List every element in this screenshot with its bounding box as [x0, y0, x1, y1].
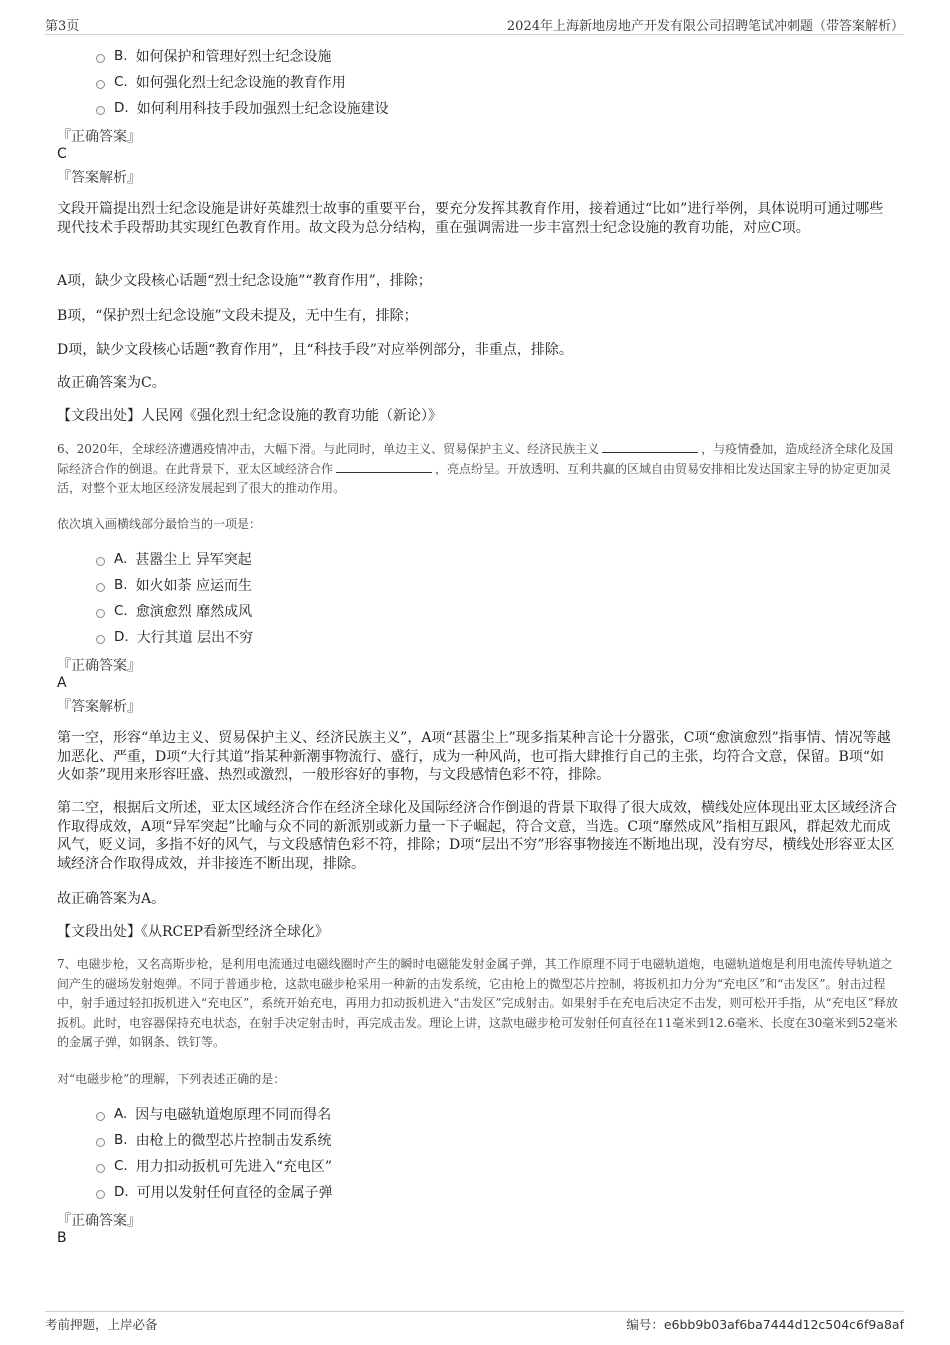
option-text: 大行其道 层出不穷 — [136, 630, 254, 646]
q5-analysis-paragraph: 文段开篇提出烈士纪念设施是讲好英雄烈士故事的重要平台，要充分发挥其教育作用，接着通过“比如”进行举例，具体说明可通过哪些现代技术手段帮助其实现红色教育作用。故文段为总分结构，重在强调需进一步丰富烈士纪念设施的教育功能，对应C项。 — [57, 201, 884, 236]
option-text: 因与电磁轨道炮原理不同而得名 — [135, 1107, 332, 1123]
fill-blank-1 — [602, 441, 698, 453]
radio-icon[interactable] — [96, 1112, 105, 1121]
option-letter: B. — [114, 48, 128, 64]
q5-option-d[interactable] — [96, 98, 389, 118]
option-letter: B. — [114, 577, 128, 593]
option-letter: A. — [114, 1106, 128, 1122]
q5-analysis-label: 『答案解析』 — [57, 170, 141, 186]
q5-analysis-paragraph: A项，缺少文段核心话题“烈士纪念设施”“教育作用”，排除； — [57, 273, 432, 289]
document-code — [626, 1315, 904, 1333]
q6-stem — [57, 440, 902, 499]
document-title: 2024年上海新地房地产开发有限公司招聘笔试冲刺题（带答案解析） — [506, 19, 904, 34]
page-number: 第3页 — [45, 19, 80, 34]
q6-analysis-label: 『答案解析』 — [57, 699, 141, 715]
radio-icon[interactable] — [96, 106, 105, 115]
q5-analysis-paragraph: D项，缺少文段核心话题“教育作用”，且“科技手段”对应举例部分，非重点，排除。 — [57, 342, 573, 358]
q6-option-a[interactable] — [96, 549, 252, 569]
q5-analysis-paragraph: B项，“保护烈士纪念设施”文段未提及，无中生有，排除； — [57, 308, 418, 324]
q6-prompt: 依次填入画横线部分最恰当的一项是： — [57, 517, 262, 531]
radio-icon[interactable] — [96, 80, 105, 89]
header-divider — [45, 34, 904, 35]
q6-option-c[interactable] — [96, 601, 252, 621]
radio-icon[interactable] — [96, 557, 105, 566]
q6-option-b[interactable] — [96, 575, 252, 595]
radio-icon[interactable] — [96, 583, 105, 592]
q7-prompt: 对“电磁步枪”的理解，下列表述正确的是： — [57, 1072, 286, 1086]
option-letter: D. — [114, 100, 129, 116]
q6-stem-part: 6、2020年，全球经济遭遇疫情冲击，大幅下滑。与此同时，单边主义、贸易保护主义、经济民族主义 — [57, 442, 600, 456]
q7-option-d[interactable] — [96, 1182, 333, 1202]
option-letter: C. — [114, 603, 128, 619]
radio-icon[interactable] — [96, 1138, 105, 1147]
option-text: 如火如荼 应运而生 — [135, 578, 253, 594]
option-letter: D. — [114, 1184, 129, 1200]
option-text: 如何利用科技手段加强烈士纪念设施建设 — [136, 101, 389, 117]
q5-option-c[interactable] — [96, 72, 346, 92]
q6-conclusion: 故正确答案为A。 — [57, 891, 166, 907]
q6-source: 【文段出处】《从RCEP看新型经济全球化》 — [57, 924, 329, 940]
q6-answer-label: 『正确答案』 — [57, 658, 141, 674]
option-letter: C. — [114, 1158, 128, 1174]
code-value: e6bb9b03af6ba7444d12c504c6f9a8af — [663, 1317, 904, 1332]
q6-stem-part: ，与疫情叠加，造成经济全球化及国际经济合作的倒退。在此背景下，亚太区域经济合作 — [57, 442, 894, 476]
q7-answer-label: 『正确答案』 — [57, 1213, 141, 1229]
q5-conclusion: 故正确答案为C。 — [57, 375, 166, 391]
option-text: 可用以发射任何直径的金属子弹 — [136, 1185, 333, 1201]
option-text: 用力扣动扳机可先进入“充电区” — [135, 1159, 333, 1175]
option-text: 甚嚣尘上 异军突起 — [135, 552, 252, 568]
radio-icon[interactable] — [96, 635, 105, 644]
footer-divider — [45, 1311, 904, 1312]
option-letter: C. — [114, 74, 128, 90]
q5-source: 【文段出处】人民网《强化烈士纪念设施的教育功能（新论）》 — [57, 408, 442, 424]
option-text: 由枪上的微型芯片控制击发系统 — [135, 1133, 332, 1149]
q6-analysis-paragraph: 第二空，根据后文所述，亚太区域经济合作在经济全球化及国际经济合作倒退的背景下取得了很大成效，横线处应体现出亚太区域经济合作取得成效，A项“异军突起”比喻与众不同的新派别或新力量一下子崛起，符合文意，当选。C项“靡然成风”指相互跟风，群起效尤而成风气，贬义词，多指不好的风气，与文段感情色彩不符，排除；D项“层出不穷”形容事物接连不断地出现，没有穷尽，横线处形容亚太区域经济合作取得成效，并非接连不断出现，排除。 — [57, 800, 897, 872]
option-text: 如何强化烈士纪念设施的教育作用 — [135, 75, 346, 91]
q5-answer: C — [57, 146, 67, 162]
option-letter: B. — [114, 1132, 128, 1148]
radio-icon[interactable] — [96, 1190, 105, 1199]
q6-option-d[interactable] — [96, 627, 253, 647]
q7-option-b[interactable] — [96, 1130, 332, 1150]
q5-answer-label: 『正确答案』 — [57, 129, 141, 145]
q5-option-b[interactable] — [96, 46, 332, 66]
q7-stem: 7、电磁步枪，又名高斯步枪，是利用电流通过电磁线圈时产生的瞬时电磁能发射金属子弹，其工作原理不同于电磁轨道炮，电磁轨道炮是利用电流传导轨道之间产生的磁场发射炮弹。不同于普通步枪，这款电磁步枪采用一种新的击发系统，它由枪上的微型芯片控制，将扳机扣力分为“充电区”和“击发区”。射击过程中，射手通过轻扣扳机进入“充电区”，系统开始充电，再用力扣动扳机进入“击发区”完成射击。如果射手在充电后决定不击发，则可松开手指，从“充电区”释放扳机。此时，电容器保持充电状态，在射手决定射击时，再完成击发。理论上讲，这款电磁步枪可发射任何直径在11毫米到12.6毫米、长度在30毫米到52毫米的金属子弹，如钢条、铁钉等。 — [57, 957, 898, 1049]
q7-answer: B — [57, 1230, 67, 1246]
radio-icon[interactable] — [96, 609, 105, 618]
footer-slogan: 考前押题，上岸必备 — [45, 1317, 158, 1332]
radio-icon[interactable] — [96, 54, 105, 63]
q6-stem-part: ，亮点纷呈。开放透明、互利共赢的区域自由贸易安排相比发达国家主导的协定更加灵活，对整个亚太地区经济发展起到了很大的推动作用。 — [57, 461, 892, 495]
option-text: 愈演愈烈 靡然成风 — [135, 604, 253, 620]
q7-option-c[interactable] — [96, 1156, 332, 1176]
option-letter: D. — [114, 629, 129, 645]
radio-icon[interactable] — [96, 1164, 105, 1173]
code-label: 编号： — [626, 1317, 664, 1332]
option-letter: A. — [114, 551, 128, 567]
q6-analysis-paragraph: 第一空，形容“单边主义、贸易保护主义、经济民族主义”，A项“甚嚣尘上”现多指某种言论十分嚣张，C项“愈演愈烈”指事情、情况等越加恶化、严重，D项“大行其道”指某种新潮事物流行、盛行，成为一种风尚，也可指大肆推行自己的主张，均符合文意，保留。B项“如火如荼”现用来形容旺盛、热烈或激烈，一般形容好的事物，与文段感情色彩不符，排除。 — [57, 730, 891, 783]
q7-option-a[interactable] — [96, 1104, 331, 1124]
q6-answer: A — [57, 675, 67, 691]
fill-blank-2 — [336, 461, 432, 473]
option-text: 如何保护和管理好烈士纪念设施 — [135, 49, 332, 65]
